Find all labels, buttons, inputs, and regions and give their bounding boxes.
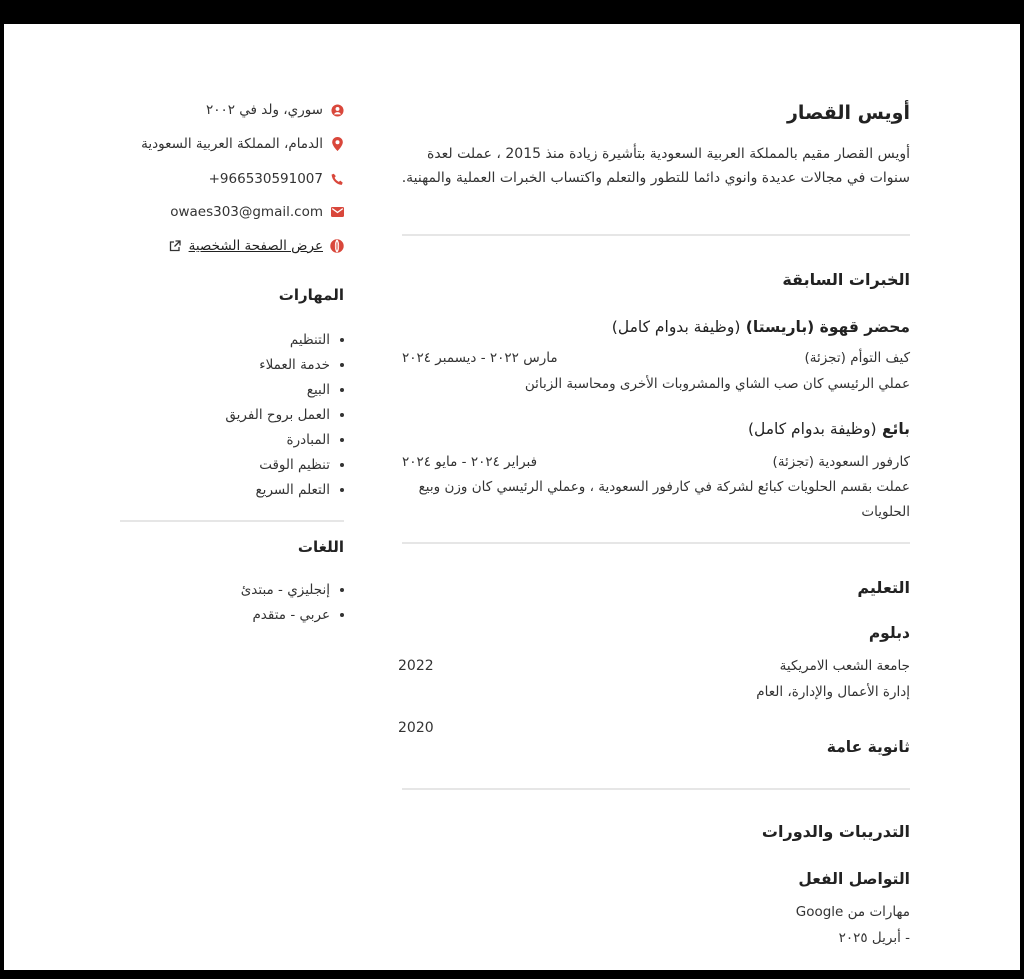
map-pin-icon — [330, 137, 344, 151]
job-meta — [402, 350, 910, 372]
candidate-name: أويس القصار — [786, 102, 910, 124]
list-item: إنجليزي - مبتدئ — [241, 578, 344, 603]
job-description: عملت بقسم الحلويات كبائع لشركة في كارفور السعودية ، وعملي الرئيسي كان وزن وبيع الحلويات — [418, 479, 910, 520]
course-title: التواصل الفعل — [798, 870, 910, 888]
email-item — [170, 202, 344, 222]
list-item: تنظيم الوقت — [225, 453, 344, 478]
job-dates: مارس ٢٠٢٢ - ديسمبر ٢٠٢٤ — [402, 350, 558, 366]
job-role: بائع — [881, 420, 910, 438]
languages-section-title: اللغات — [297, 538, 344, 556]
job-role: محضر قهوة (باريستا) — [745, 318, 910, 336]
list-item: التعلم السريع — [225, 478, 344, 503]
job-type: (وظيفة بدوام كامل) — [611, 318, 741, 336]
list-item: عربي - متقدم — [241, 603, 344, 628]
languages-list — [241, 578, 344, 628]
list-item: خدمة العملاء — [225, 353, 344, 378]
course-provider: مهارات من Google — [795, 904, 910, 920]
resume-page — [4, 24, 1020, 970]
phone-icon — [330, 172, 344, 186]
course-date: - أبريل ٢٠٢٥ — [838, 930, 910, 946]
degree-title: ثانوية عامة — [826, 738, 910, 756]
job-meta — [402, 454, 910, 476]
job-description: عملي الرئيسي كان صب الشاي والمشروبات الأخرى ومحاسبة الزبائن — [524, 376, 910, 392]
graduation-year: 2020 — [398, 720, 434, 736]
job-title — [612, 318, 910, 336]
globe-icon — [330, 239, 344, 253]
job-title — [748, 420, 910, 438]
school-name: جامعة الشعب الامريكية — [779, 658, 910, 674]
section-divider — [402, 788, 910, 790]
profile-summary: أويس القصار مقيم بالمملكة العربية السعودية بتأشيرة زيادة منذ 2015 ، عملت لعدة سنوات في مجالات عديدة وانوي دائما للتطور والتعلم واكتساب الخبرات العملية والمهنية. — [401, 146, 910, 186]
email-address[interactable]: owaes303@gmail.com — [170, 204, 323, 220]
list-item: المبادرة — [225, 428, 344, 453]
skills-list — [225, 328, 344, 503]
job-type: (وظيفة بدوام كامل) — [747, 420, 877, 438]
section-divider — [402, 234, 910, 236]
list-item: التنظيم — [225, 328, 344, 353]
job-dates: فبراير ٢٠٢٤ - مايو ٢٠٢٤ — [402, 454, 538, 470]
envelope-icon — [330, 205, 344, 219]
phone-item — [209, 169, 344, 189]
skills-section-title: المهارات — [278, 286, 344, 304]
phone-number[interactable]: +966530591007 — [208, 171, 323, 187]
training-section-title: التدريبات والدورات — [761, 822, 910, 841]
nationality-item — [206, 100, 344, 120]
user-circle-icon — [330, 103, 344, 117]
experience-section-title: الخبرات السابقة — [782, 270, 910, 289]
external-link-icon[interactable] — [169, 240, 181, 252]
location-item — [141, 134, 344, 154]
education-section-title: التعليم — [857, 578, 910, 597]
location-text: الدمام، المملكة العربية السعودية — [141, 136, 323, 152]
sidebar-divider — [120, 520, 344, 522]
job-company: كيف التوأم (تجزئة) — [804, 350, 910, 366]
graduation-year: 2022 — [398, 658, 434, 674]
view-profile-link[interactable]: عرض الصفحة الشخصية — [188, 238, 323, 254]
profile-link-item[interactable] — [169, 236, 344, 256]
job-company: كارفور السعودية (تجزئة) — [772, 454, 910, 470]
list-item: العمل بروح الفريق — [225, 403, 344, 428]
field-of-study: إدارة الأعمال والإدارة، العام — [756, 684, 910, 700]
section-divider — [402, 542, 910, 544]
degree-title: دبلوم — [868, 624, 910, 642]
list-item: البيع — [225, 378, 344, 403]
nationality-text: سوري، ولد في ٢٠٠٢ — [205, 102, 323, 118]
